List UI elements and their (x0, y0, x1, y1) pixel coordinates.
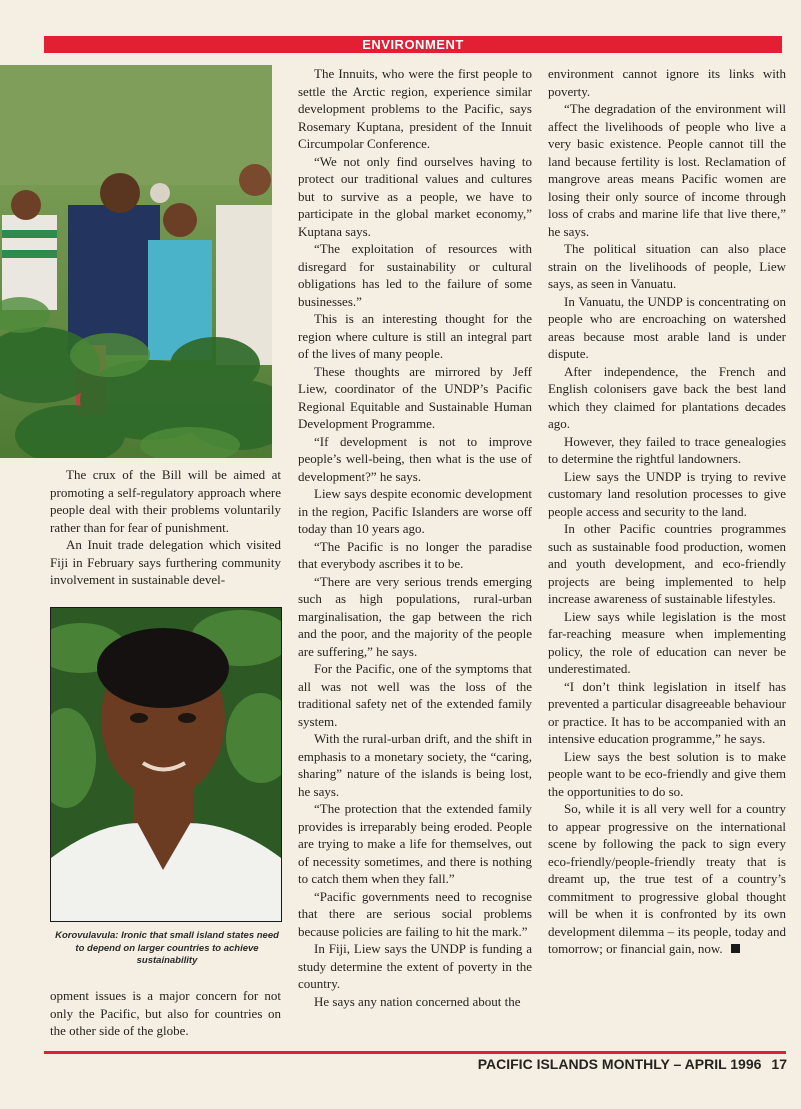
footer-rule (44, 1051, 786, 1054)
paragraph: “The protection that the extended family provides is irreparably being eroded. People are trying to make a life for themselves, out of necessity sometimes, and there is nothing to catch them when they fall.” (298, 801, 532, 886)
article-column-1-top (50, 466, 281, 589)
paragraph: An Inuit trade delegation which visited Fiji in February says furthering community involvement in sustainable devel- (50, 537, 281, 587)
paragraph: In Vanuatu, the UNDP is concentrating on people who are encroaching on watershed areas because most arable land is under dispute. (548, 293, 786, 361)
page-number: 17 (771, 1056, 787, 1072)
paragraph: Liew says despite economic development in the region, Pacific Islanders are worse off today than 10 years ago. (298, 486, 532, 536)
paragraph: With the rural-urban drift, and the shift in emphasis to a monetary society, the “caring, sharing” nature of the islands is being lost, he says. (298, 731, 532, 799)
portrait-photo (50, 607, 282, 922)
paragraph (548, 800, 786, 958)
paragraph: The crux of the Bill will be aimed at promoting a self-regulatory approach where people deal with their problems voluntarily rather than for fear of punishment. (50, 467, 281, 535)
paragraph: Liew says the UNDP is trying to revive customary land resolution processes to give people access and security to the land. (548, 468, 786, 519)
section-header: ENVIRONMENT (44, 36, 782, 53)
paragraph: However, they failed to trace genealogies to determine the rightful landowners. (548, 433, 786, 466)
paragraph: He says any nation concerned about the (314, 993, 521, 1009)
photo-caption: Korovulavula: Ironic that small island states need to depend on larger countries to achieve sustainability (55, 930, 279, 966)
publication-name: PACIFIC ISLANDS MONTHLY – APRIL 1996 (477, 1056, 762, 1072)
paragraph: These thoughts are mirrored by Jeff Liew, coordinator of the UNDP’s Pacific Regional Equitable and Sustainable Human Development Programme. (298, 363, 532, 431)
paragraph: environment cannot ignore its links with poverty. (548, 66, 786, 99)
paragraph: “The Pacific is no longer the paradise that everybody ascribes it to be. (298, 538, 532, 571)
paragraph: In other Pacific countries programmes such as sustainable food production, women and youth development, and eco-friendly projects are being implemented to help increase awareness of sustainable lifestyles. (548, 521, 786, 606)
field-group-photo (0, 65, 272, 458)
paragraph: In Fiji, Liew says the UNDP is funding a study determine the extent of poverty in the country. (298, 941, 532, 991)
paragraph: “I don’t think legislation in itself has prevented a particular disagreeable behaviour or practice. It has to be accompanied with an intensive education programme,” he says. (548, 678, 786, 746)
article-column-3 (548, 65, 786, 958)
paragraph: opment issues is a major concern for not only the Pacific, but also for countries on the other side of the globe. (50, 988, 281, 1038)
paragraph: Liew says the best solution is to make people want to be eco-friendly and give them the opportunities to do so. (548, 748, 786, 799)
paragraph: Liew says while legislation is the most far-reaching measure when implementing policy, the role of education can never be underestimated. (548, 608, 786, 676)
paragraph: “The degradation of the environment will affect the livelihoods of people who live a very basic existence. People cannot till the land because fertility is lost. Reclamation of mangrove areas means Pacific women are losing their only source of income through loss of crabs and marine life that live there,” he says. (548, 101, 786, 239)
end-of-article-mark (731, 944, 740, 953)
paragraph: The Innuits, who were the first people to settle the Arctic region, experience similar development problems to the Pacific, says Rosemary Kuptana, president of the Innuit Circumpolar Conference. (298, 66, 532, 151)
paragraph-text: So, while it is all very well for a country to appear progressive on the international scene by following the pack to sign every eco-friendly/people-friendly treaty that is dreamt up, the true test of a country’s commitment to progressive global thought will be when it is confronted by its own development dilemma – its people, today and tomorrow; or financial gain, now. (548, 801, 786, 956)
paragraph: The political situation can also place strain on the livelihoods of people, Liew says, as seen in Vanuatu. (548, 241, 786, 291)
paragraph: “Pacific governments need to recognise that there are serious social problems because policies are failing to hit the mark.” (298, 888, 532, 939)
paragraph: “If development is not to improve people’s well-being, then what is the use of development?” he says. (298, 433, 532, 484)
article-column-2 (298, 65, 532, 1010)
paragraph: “We not only find ourselves having to protect our traditional values and cultures but to survive as a people, we have to participate in the global market economy,” Kuptana says. (298, 153, 532, 239)
paragraph: For the Pacific, one of the symptoms that all was not well was the loss of the traditional safety net of the extended family system. (298, 661, 532, 729)
page-footer (478, 1056, 787, 1072)
paragraph: “The exploitation of resources with disregard for sustainability or cultural obligations has led to the failure of some businesses.” (298, 241, 532, 309)
paragraph: This is an interesting thought for the region where culture is still an integral part of the lives of many people. (298, 311, 532, 361)
paragraph: After independence, the French and English colonisers gave back the best land which they claimed for plantations decades ago. (548, 363, 786, 431)
article-column-1-bottom (50, 987, 281, 1040)
paragraph: “There are very serious trends emerging such as high populations, rural-urban marginalisation, the gap between the rich and the poor, and the majority of the people are suffering,” he says. (298, 573, 532, 659)
